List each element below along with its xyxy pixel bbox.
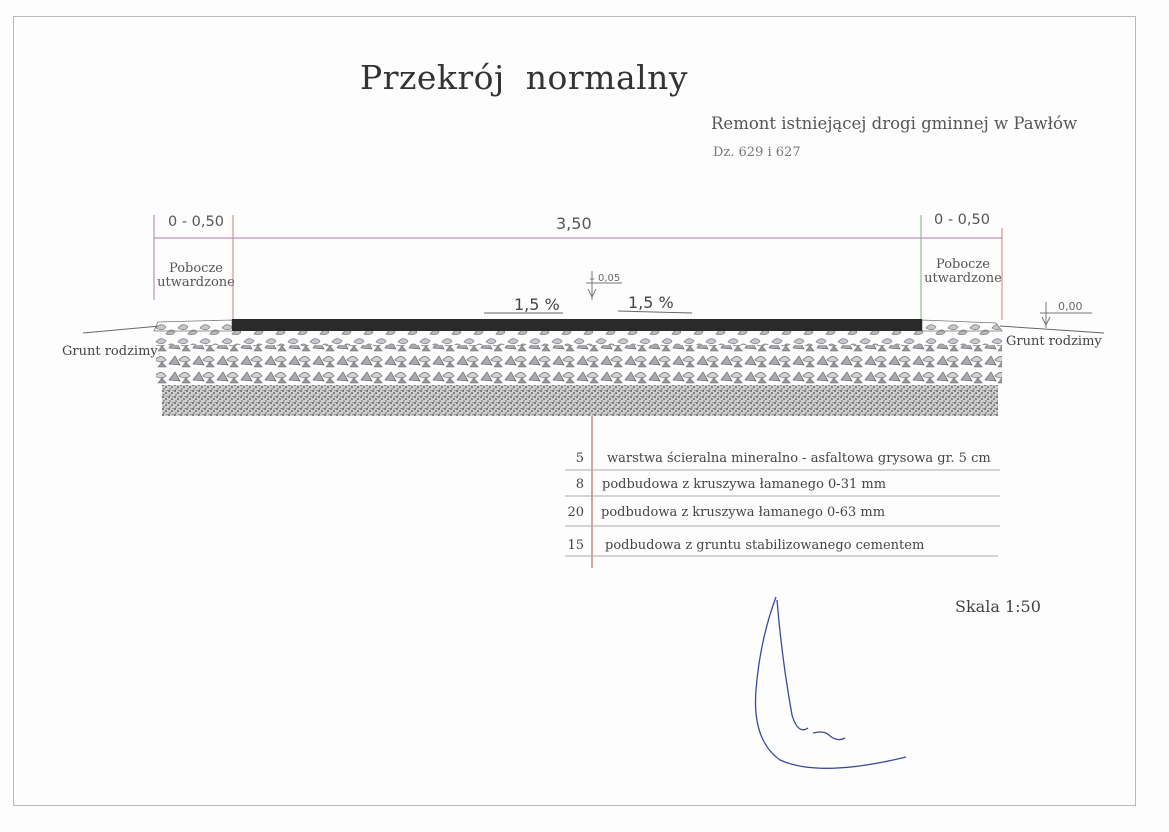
project-subtitle: Remont istniejącej drogi gminnej w Pawłów <box>711 114 1078 133</box>
layer-thickness: 20 <box>567 505 584 520</box>
plot-reference: Dz. 629 i 627 <box>713 145 801 160</box>
asphalt-wearing-course <box>232 319 922 331</box>
subbase-0-63-layer <box>156 345 1002 385</box>
left-shoulder-label-line-2: utwardzone <box>157 275 235 290</box>
cement-stabilized-layer <box>162 385 998 416</box>
right-slope-value: 1,5 % <box>628 293 674 312</box>
center-elevation-value: 0,05 <box>598 273 621 284</box>
left-shoulder-label <box>157 262 235 290</box>
left-shoulder-label-line-1: Pobocze <box>168 261 224 276</box>
left-shoulder-dimension: 0 - 0,50 <box>168 214 224 230</box>
subbase-0-31-layer <box>154 331 1002 345</box>
right-elevation-value: 0,00 <box>1058 300 1083 313</box>
right-shoulder-label-line-2: utwardzone <box>924 271 1002 286</box>
left-slope-value: 1,5 % <box>514 295 560 314</box>
layer-thickness: 15 <box>567 538 584 553</box>
native-soil-label-right: Grunt rodzimy <box>1006 334 1102 349</box>
right-shoulder-label <box>923 258 1003 286</box>
layer-thickness: 5 <box>575 451 584 466</box>
signature <box>756 597 907 768</box>
drawing-title: Przekrój normalny <box>360 58 689 97</box>
right-shoulder-aggregate <box>922 320 1002 331</box>
left-shoulder-aggregate <box>154 320 232 331</box>
carriageway-dimension: 3,50 <box>556 214 592 233</box>
layer-thickness: 8 <box>575 477 584 492</box>
layer-description: podbudowa z kruszywa łamanego 0-31 mm <box>602 477 887 492</box>
layer-description: podbudowa z gruntu stabilizowanego cementem <box>605 538 925 553</box>
right-shoulder-label-line-1: Pobocze <box>935 257 991 272</box>
layer-description: warstwa ścieralna mineralno - asfaltowa grysowa gr. 5 cm <box>607 451 991 466</box>
layer-description: podbudowa z kruszywa łamanego 0-63 mm <box>601 505 886 520</box>
right-shoulder-dimension: 0 - 0,50 <box>934 212 990 228</box>
scale-label: Skala 1:50 <box>955 597 1041 616</box>
native-soil-label-left: Grunt rodzimy <box>62 344 158 359</box>
